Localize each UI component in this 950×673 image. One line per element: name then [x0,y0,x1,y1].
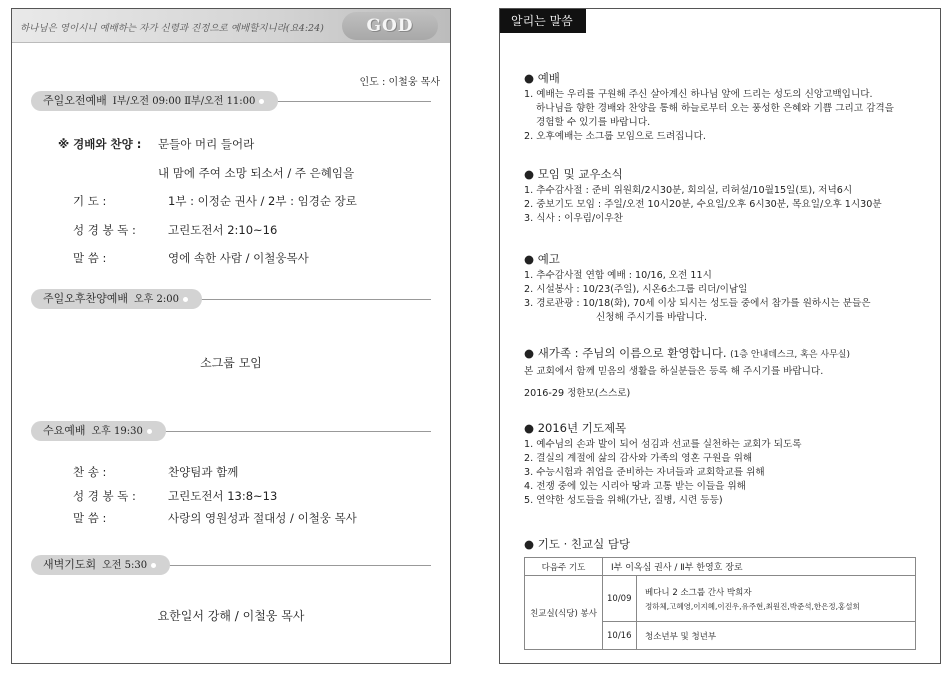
notice-title: ● 새가족 : 주님의 이름으로 환영합니다. (1층 안내데스크, 혹은 사무실) [524,346,850,360]
notice-title: ● 예배 [524,71,560,85]
notice-title: ● 예고 [524,252,560,266]
prayer-row: 기 도 : 1부 : 이정순 권사 / 2부 : 임경순 장로 [73,194,357,208]
fellowship-value: 베다니 2 소그룹 간사 박희자 정하체,고혜영,이지혜,이진우,유주현,최원진,박준석,한은정,홍설희 [637,576,916,622]
duty-table [524,557,916,650]
section-time: Ⅰ부/오전 09:00 Ⅱ부/오전 11:00 [112,96,256,107]
worship-order-page [11,8,451,664]
date-cell: 10/16 [603,622,637,650]
header-banner [12,9,450,43]
section-dawn-prayer [31,555,431,575]
next-prayer-label: 다음주 기도 [525,558,603,576]
scripture-row: 성 경 봉 독 : 고린도전서 13:8~13 [73,489,278,503]
announcements-page [499,8,941,664]
section-sunday-afternoon [31,289,431,309]
section-title: 주일오후찬양예배 [43,292,129,305]
scripture-text: 고린도전서 2:10~16 [168,223,278,237]
table-row [525,576,916,622]
date-cell: 10/09 [603,576,637,622]
praise-row: ※ 경배와 찬양 : 문들아 머리 들어라 [58,137,255,151]
sermon-row: 말 씀 : 사랑의 영원성과 절대성 / 이철웅 목사 [73,511,357,525]
next-prayer-value: Ⅰ부 이옥심 권사 / Ⅱ부 한영호 장로 [603,558,916,576]
section-time: 오전 5:30 [102,560,148,571]
god-logo: GOD [342,12,438,40]
dawn-content: 요한일서 강해 / 이철웅 목사 [157,609,305,623]
sermon-row: 말 씀 : 영에 속한 사람 / 이철웅목사 [73,251,309,265]
section-time: 오후 19:30 [91,426,143,437]
notice-title: ● 모임 및 교우소식 [524,167,623,181]
prayer-topics: ● 2016년 기도제목 1. 예수님의 손과 발이 되어 섬김과 선교를 실천하는 교회가 되도록 2. 결실의 계절에 삶의 감사와 가족의 영혼 구원을 위해 3. 수능시험과 취업을 준비하는 자녀들과 교회학교를 위해 4. 전쟁 중에 있는 시리아 땅과 고통 받는 이들을 위해 5. 연약한 성도들을 위해(가난, 질병, 시련 등등) [524,421,934,508]
afternoon-content: 소그룹 모임 [200,356,262,370]
worship-notice: ● 예배 1. 예배는 우리를 구원해 주신 살아계신 하나님 앞에 드리는 성도의 신앙고백입니다. 하나님을 향한 경배와 찬양을 통해 하늘로부터 오는 풍성한 은혜와 기쁨 그리고 감격을 경험할 수 있기를 바랍니다. 2. 오후예배는 소그룹 모임으로 드려집니다. [524,71,934,144]
notice-title: ● 2016년 기도제목 [524,421,627,435]
hymn-row: 찬 송 : 찬양팀과 함께 [73,465,239,479]
notice-title: ● 기도 · 친교실 담당 [524,537,631,551]
duty-section [524,537,934,554]
table-row [525,558,916,576]
prayer-leader: 1부 : 이정순 권사 / 2부 : 임경순 장로 [168,194,357,208]
fellowship-value: 청소년부 및 청년부 [637,622,916,650]
section-time: 오후 2:00 [134,294,179,305]
fellowship-label: 친교실(식당) 봉사 [525,576,603,650]
announcements-header: 알리는 말씀 [500,9,586,33]
section-wednesday [31,421,431,441]
meetings-notice: ● 모임 및 교우소식 1. 추수감사절 : 준비 위원회/2시30분, 회의실, 리허설/10월15일(토), 저녁6시 2. 중보기도 모임 : 주일/오전 10시20분, 수요일/오후 6시30분, 목요일/오후 1시30분 3. 식사 : 이우림/이우찬 [524,167,934,226]
hymn-text: 찬양팀과 함께 [168,465,239,479]
section-title: 수요예배 [43,424,86,437]
sermon-text: 영에 속한 사람 / 이철웅목사 [168,251,309,265]
scripture-text: 고린도전서 13:8~13 [168,489,278,503]
scripture-row: 성 경 봉 독 : 고린도전서 2:10~16 [73,223,278,237]
section-title: 주일오전예배 [43,94,107,107]
header-verse: 하나님은 영이시니 예배하는 자가 신령과 진정으로 예배할지니라(요4:24) [20,23,324,34]
upcoming-notice: ● 예고 1. 추수감사절 연합 예배 : 10/16, 오전 11시 2. 시설봉사 : 10/23(주일), 시온6소그룹 리더/이남일 3. 경로관광 : 10/18(화), 70세 이상 되시는 성도들 중에서 참가를 원하시는 분들은 신청해 주시기를 바랍니다. [524,252,934,325]
section-title: 새벽기도회 [43,558,97,571]
preacher-label: 인도 : 이철웅 목사 [359,77,440,88]
praise-row-2 [158,165,354,181]
new-family-notice: ● 새가족 : 주님의 이름으로 환영합니다. (1층 안내데스크, 혹은 사무실) 본 교회에서 함께 믿음의 생활을 하실분들은 등록 해 주시기를 바랍니다. 2016-29 정한모(스스로) [524,346,934,401]
section-sunday-morning [31,91,431,111]
sermon-text: 사랑의 영원성과 절대성 / 이철웅 목사 [168,511,357,525]
praise-song-2: 내 맘에 주여 소망 되소서 / 주 은혜임을 [158,166,355,180]
praise-song-1: 문들아 머리 들어라 [158,137,255,151]
